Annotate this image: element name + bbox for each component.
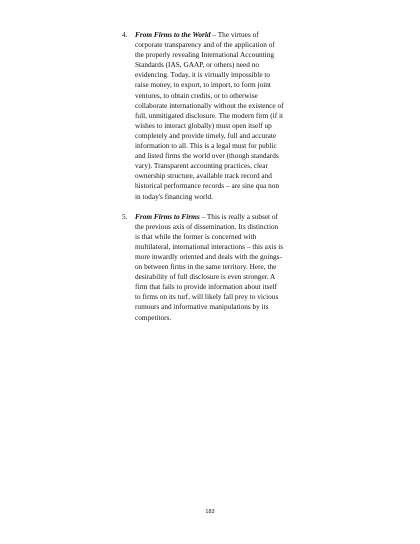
- text-line: on between firms in the same territory. Here, the: [135, 262, 277, 272]
- text-line: multilateral, international interactions – this axis is: [135, 241, 284, 251]
- text-line: competitors.: [135, 312, 172, 322]
- text-run: – The virtues of: [210, 30, 259, 39]
- page-number: 183: [205, 509, 215, 515]
- text-line: firm that fails to provide information about itself: [135, 282, 278, 292]
- text-line: raise money, to export, to import, to form joint: [135, 80, 271, 90]
- text-line: [135, 30, 312, 40]
- text-line: and listed firms the world over (though standards: [135, 151, 279, 161]
- text-line: desirability of full disclosure is even stronger. A: [135, 272, 276, 282]
- item-title: From Firms to Firms: [135, 211, 200, 221]
- text-line: the previous axis of dissemination. Its distinction: [135, 221, 279, 231]
- text-line: is that while the former is concerned with: [135, 231, 257, 241]
- list-item: [122, 30, 312, 202]
- text-run: – This is really a subset of: [199, 211, 278, 221]
- text-line: full, unmitigated disclosure. The modern firm (if it: [135, 110, 284, 120]
- text-line: ownership structure, available track record and: [135, 171, 272, 181]
- text-line: historical performance records – are sine qua non: [135, 181, 280, 191]
- text-line: wishes to interact globally) must open itself up: [135, 120, 272, 130]
- text-line: rumours and informative manipulations by its: [135, 302, 269, 312]
- text-line: evidencing. Today, it is virtually impossible to: [135, 70, 271, 80]
- item-title: From Firms to the World: [135, 30, 211, 39]
- numbered-list: [122, 30, 312, 323]
- text-line: Standards (IAS, GAAP, or others) need no: [135, 60, 260, 70]
- list-item: [122, 212, 312, 323]
- text-line: the properly revealing International Accounting: [135, 50, 274, 60]
- text-line: completely and provide timely, full and accurate: [135, 130, 277, 140]
- text-line: more inwardly oriented and deals with the goings-: [135, 251, 282, 261]
- text-line: vary). Transparent accounting practices, clear: [135, 161, 268, 171]
- text-line: information to all. This is a legal must for public: [135, 141, 277, 151]
- text-line: in today's financing world.: [135, 191, 213, 201]
- text-line: collaborate internationally without the existence of: [135, 100, 284, 110]
- text-line: [135, 212, 312, 222]
- text-line: to firms on its turf, will likely fall prey to vicious: [135, 292, 279, 302]
- item-number: 5.: [122, 211, 128, 221]
- item-number: 4.: [122, 30, 128, 39]
- text-line: corporate transparency and of the application of: [135, 40, 275, 50]
- text-line: ventures, to obtain credits, or to otherwise: [135, 90, 258, 100]
